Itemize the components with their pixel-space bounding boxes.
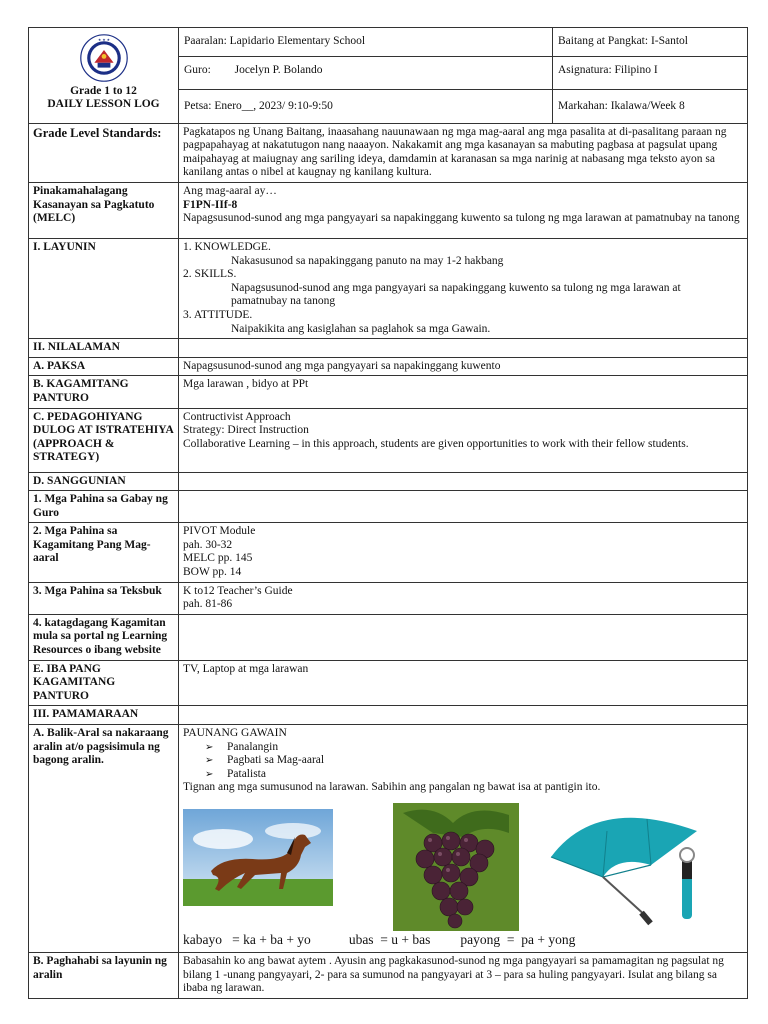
standards-label: Grade Level Standards: <box>29 123 179 182</box>
grapes-image <box>393 803 519 931</box>
teksbuk-cell <box>179 582 748 614</box>
kagamitang-label: B. KAGAMITANG PANTURO <box>29 376 179 408</box>
lesson-log-table <box>28 27 748 999</box>
teksbuk-label: 3. Mga Pahina sa Teksbuk <box>29 582 179 614</box>
pedagogy-label: C. PEDAGOHIYANG DULOG AT ISTRATEHIYA (APPROACH & STRATEGY) <box>29 408 179 472</box>
layunin-cell <box>179 238 748 338</box>
melc-cell <box>179 182 748 238</box>
layunin-label: I. LAYUNIN <box>29 238 179 338</box>
kagamitang-pang-label: 2. Mga Pahina sa Kagamitang Pang Mag-aaral <box>29 523 179 582</box>
iba-label: E. IBA PANG KAGAMITANG PANTURO <box>29 660 179 706</box>
pamamaraan-cell <box>179 706 748 725</box>
nilalaman-cell <box>179 339 748 358</box>
log-title: DAILY LESSON LOG <box>47 97 160 110</box>
grade-section-cell: Baitang at Pangkat: I-Santol <box>553 28 748 57</box>
pivot-pages: pah. 30-32 <box>183 538 233 551</box>
subject-cell: Asignatura: Filipino I <box>553 56 748 89</box>
attitude-text: Naipakikita ang kasiglahan sa paglahok sa mga Gawain. <box>231 322 491 335</box>
melc-pages: MELC pp. 145 <box>183 552 253 565</box>
kagamitang-text: Mga larawan , bidyo at PPt <box>179 376 748 408</box>
log-title-grade: Grade 1 to 12 <box>70 85 137 97</box>
melc-intro: Ang mag-aaral ay… <box>183 184 277 197</box>
skills-heading: 2. SKILLS. <box>183 268 237 281</box>
deped-seal-icon <box>80 34 128 82</box>
pamamaraan-label: III. PAMAMARAAN <box>29 706 179 725</box>
picture-row <box>183 801 743 933</box>
list-item: ➢ Panalangin <box>205 741 743 755</box>
teksbuk-guide: K to12 Teacher’s Guide <box>183 584 293 597</box>
umbrella-image <box>547 801 701 931</box>
list-item: ➢ Patalista <box>205 768 743 782</box>
paunang-gawain: PAUNANG GAWAIN <box>183 727 287 739</box>
pedagogy-approach: Contructivist Approach <box>183 410 291 423</box>
portal-text <box>179 614 748 660</box>
balik-aral-cell <box>179 725 748 953</box>
attitude-heading: 3. ATTITUDE. <box>183 308 253 321</box>
horse-image <box>183 809 333 906</box>
kagamitang-pang-cell <box>179 523 748 582</box>
standards-text: Pagkatapos ng Unang Baitang, inaasahang nauunawaan ng mga mag-aaral ang mga pasalita at di-pasalitang paraan ng pagpapahayag at nakatutugon nang naaayon. Nakakamit ang mga kasanayan sa mabuting pagbasa at pagsulat upang maipahayag at maiugnay ang sariling ideya, damdamin at karanasan sa mga narinig at nabasang mga teksto ayon sa kanilang antas o nibel at kaugnay ng kanilang kultura. <box>179 123 748 182</box>
knowledge-heading: 1. KNOWLEDGE. <box>183 240 271 253</box>
bow-pages: BOW pp. 14 <box>183 566 242 579</box>
paunang-list <box>183 741 743 782</box>
portal-label: 4. katagdagang Kagamitan mula sa portal ng Learning Resources o ibang website <box>29 614 179 660</box>
quarter-cell: Markahan: Ikalawa/Week 8 <box>553 89 748 123</box>
tignan-instruction: Tignan ang mga sumusunod na larawan. Sabihin ang pangalan ng bawat isa at pantigin ito. <box>183 781 601 794</box>
caption-payong: payong = pa + yong <box>460 931 576 947</box>
syllable-captions <box>183 933 743 947</box>
sanggunian-cell <box>179 472 748 491</box>
svg-text:★ ★ ★: ★ ★ ★ <box>97 38 110 43</box>
teacher-cell <box>179 56 553 89</box>
teacher-label: Guro: <box>184 63 211 76</box>
melc-code: F1PN-IIf-8 <box>183 198 238 211</box>
iba-text: TV, Laptop at mga larawan <box>179 660 748 706</box>
sanggunian-label: D. SANGGUNIAN <box>29 472 179 491</box>
melc-label: Pinakamahalagang Kasanayan sa Pagkatuto (MELC) <box>29 182 179 238</box>
melc-text: Napagsusunod-sunod ang mga pangyayari sa napakinggang kuwento sa tulong ng mga larawan at pamatnubay na tanong <box>183 212 740 225</box>
gabay-label: 1. Mga Pahina sa Gabay ng Guro <box>29 491 179 523</box>
nilalaman-label: II. NILALAMAN <box>29 339 179 358</box>
paksa-text: Napagsusunod-sunod ang mga pangyayari sa napakinggang kuwento <box>179 357 748 376</box>
balik-aral-label: A. Balik-Aral sa nakaraang aralin at/o pagsisimula ng bagong aralin. <box>29 725 179 953</box>
paghahabi-label: B. Paghahabi sa layunin ng aralin <box>29 953 179 999</box>
caption-kabayo: kabayo = ka + ba + yo <box>183 931 311 947</box>
school-cell: Paaralan: Lapidario Elementary School <box>179 28 553 57</box>
daily-lesson-log <box>28 27 747 999</box>
date-cell: Petsa: Enero__, 2023/ 9:10-9:50 <box>179 89 553 123</box>
caption-ubas: ubas = u + bas <box>348 931 431 947</box>
logo-cell <box>29 28 179 124</box>
skills-text: Napagsusunod-sunod ang mga pangyayari sa napakinggang kuwento sa tulong ng mga larawan at pamatnubay na tanong <box>231 281 681 308</box>
teksbuk-pages: pah. 81-86 <box>183 598 233 611</box>
pivot-module: PIVOT Module <box>183 525 256 538</box>
knowledge-text: Nakasusunod sa napakinggang panuto na may 1-2 hakbang <box>231 254 504 267</box>
pedagogy-strategy: Strategy: Direct Instruction <box>183 424 309 437</box>
paghahabi-text: Babasahin ko ang bawat aytem . Ayusin ang pagkakasunod-sunod ng mga pangyayari sa pamamagitan ng pagsulat ng bilang 1 -unang pangyayari, 2- para sa sumunod na pangyayari at 3 – para sa huling pangyayari. Isulat ang bilang sa ibaba ng larawan. <box>179 953 748 999</box>
list-item: ➢ Pagbati sa Mag-aaral <box>205 754 743 768</box>
pedagogy-cell <box>179 408 748 472</box>
paksa-label: A. PAKSA <box>29 357 179 376</box>
pedagogy-collab: Collaborative Learning – in this approach, students are given opportunities to work with their fellow students. <box>183 437 689 450</box>
gabay-text <box>179 491 748 523</box>
teacher-name: Jocelyn P. Bolando <box>234 63 323 76</box>
